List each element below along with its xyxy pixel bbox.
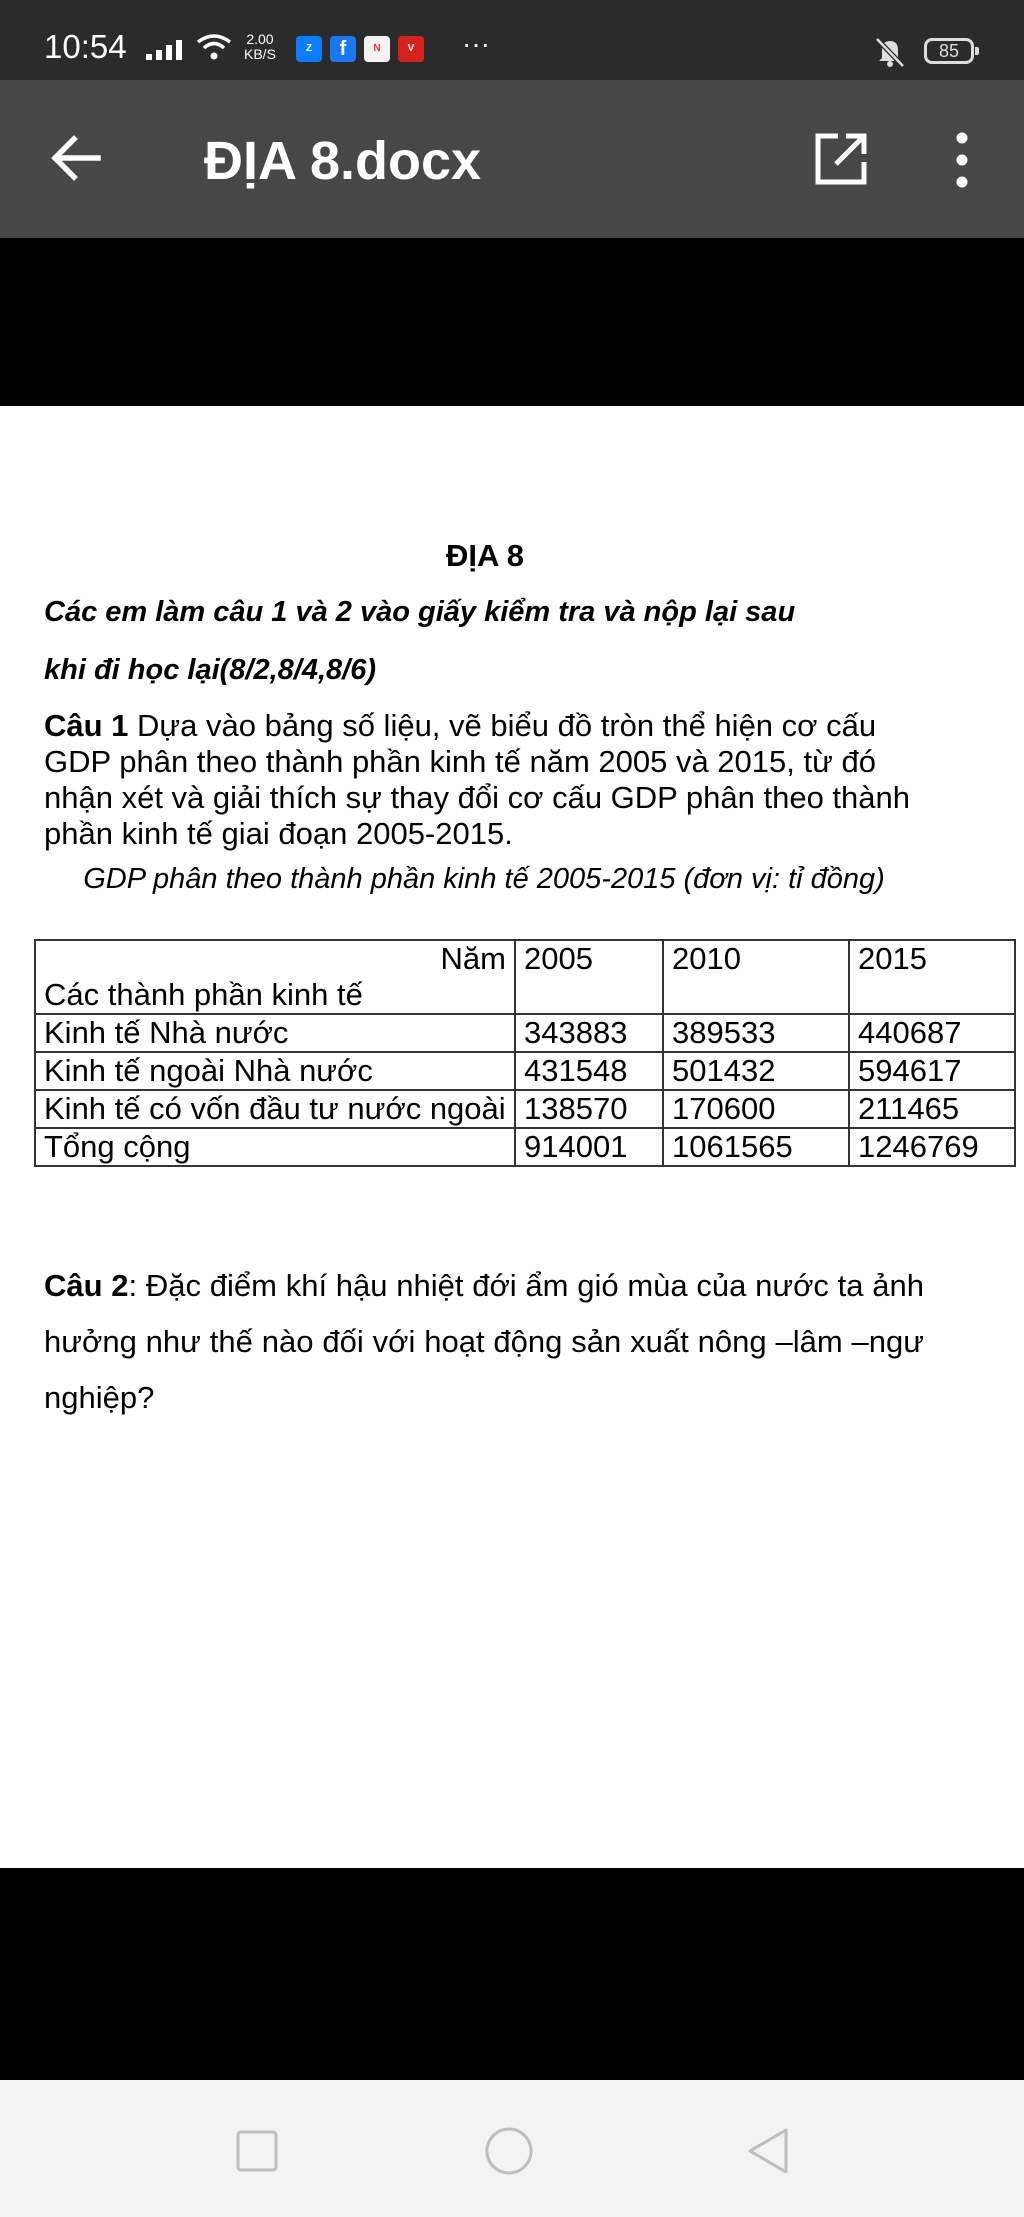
- network-speed-unit: KB/S: [244, 46, 276, 62]
- app-bar: [0, 80, 1024, 238]
- zalo-icon: Z: [296, 36, 322, 62]
- table-row: [35, 1052, 1015, 1090]
- table-row: [35, 1128, 1015, 1166]
- cell-value: 170600: [663, 1090, 849, 1128]
- document-title: ĐỊA 8.docx: [204, 131, 482, 191]
- row-name: Kinh tế ngoài Nhà nước: [35, 1052, 515, 1090]
- question-2-text: : Đặc điểm khí hậu nhiệt đới ẩm gió mùa của nước ta ảnh hưởng như thế nào đối với hoạt động sản xuất nông –lâm –ngư nghiệp?: [44, 1268, 924, 1415]
- instruction-line-2: khi đi học lại(8/2,8/4,8/6): [44, 654, 377, 686]
- question-1-text: Dựa vào bảng số liệu, vẽ biểu đồ tròn thể hiện cơ cấu GDP phân theo thành phần kinh tế năm 2005 và 2015, từ đó nhận xét và giải thích sự thay đổi cơ cấu GDP phân theo thành phần kinh tế giai đoạn 2005-2015.: [44, 708, 911, 851]
- more-options-icon[interactable]: [944, 130, 980, 190]
- row-name: Kinh tế Nhà nước: [35, 1014, 515, 1052]
- cell-value: 914001: [515, 1128, 663, 1166]
- header-year: 2005: [515, 940, 663, 1014]
- system-navigation-bar: [0, 2080, 1024, 2217]
- back-triangle-icon[interactable]: [744, 2126, 794, 2176]
- recents-square-icon[interactable]: [232, 2126, 282, 2176]
- viewer-margin: [0, 238, 1024, 406]
- header-year: 2010: [663, 940, 849, 1014]
- news-app-icon: N: [364, 36, 390, 62]
- header-year-label: Năm: [440, 941, 506, 976]
- home-circle-icon[interactable]: [484, 2126, 534, 2176]
- gdp-table: [34, 939, 1016, 1167]
- question-2-label: Câu 2: [44, 1268, 129, 1303]
- question-1: [44, 708, 924, 852]
- facebook-icon: f: [330, 36, 356, 62]
- header-year: 2015: [849, 940, 1015, 1014]
- table-caption: GDP phân theo thành phần kinh tế 2005-2015 (đơn vị: tỉ đồng): [83, 863, 885, 895]
- header-component-label: Các thành phần kinh tế: [44, 977, 363, 1012]
- signal-icon: [146, 40, 182, 60]
- cell-value: 501432: [663, 1052, 849, 1090]
- battery-icon: [924, 38, 974, 64]
- table-header-row: [35, 940, 1015, 1014]
- notification-icons: [296, 36, 424, 62]
- open-external-icon[interactable]: [812, 130, 870, 188]
- cell-value: 1061565: [663, 1128, 849, 1166]
- silent-bell-icon: [872, 36, 908, 68]
- instruction-line-1: Các em làm câu 1 và 2 vào giấy kiểm tra và nộp lại sau: [44, 596, 796, 628]
- wifi-icon: [196, 32, 232, 62]
- row-name: Kinh tế có vốn đầu tư nước ngoài: [35, 1090, 515, 1128]
- document-page: [0, 406, 1024, 1868]
- question-2: [44, 1258, 924, 1426]
- cell-value: 1246769: [849, 1128, 1015, 1166]
- table-row: [35, 1090, 1015, 1128]
- cell-value: 138570: [515, 1090, 663, 1128]
- question-1-label: Câu 1: [44, 708, 129, 743]
- row-name: Tổng cộng: [35, 1128, 515, 1166]
- back-arrow-icon[interactable]: [48, 130, 104, 186]
- battery-level: 85: [938, 41, 960, 61]
- cell-value: 594617: [849, 1052, 1015, 1090]
- cell-value: 211465: [849, 1090, 1015, 1128]
- cell-value: 343883: [515, 1014, 663, 1052]
- cell-value: 431548: [515, 1052, 663, 1090]
- cell-value: 440687: [849, 1014, 1015, 1052]
- network-speed: [244, 32, 276, 62]
- status-bar: [0, 0, 1024, 80]
- status-time: 10:54: [44, 28, 127, 65]
- cell-value: 389533: [663, 1014, 849, 1052]
- more-notifications-icon: ···: [462, 28, 490, 59]
- doc-heading: ĐỊA 8: [445, 538, 525, 573]
- network-speed-value: 2.00: [246, 31, 274, 47]
- table-row: [35, 1014, 1015, 1052]
- table-header-cell: [35, 940, 515, 1014]
- vtv-icon: V: [398, 36, 424, 62]
